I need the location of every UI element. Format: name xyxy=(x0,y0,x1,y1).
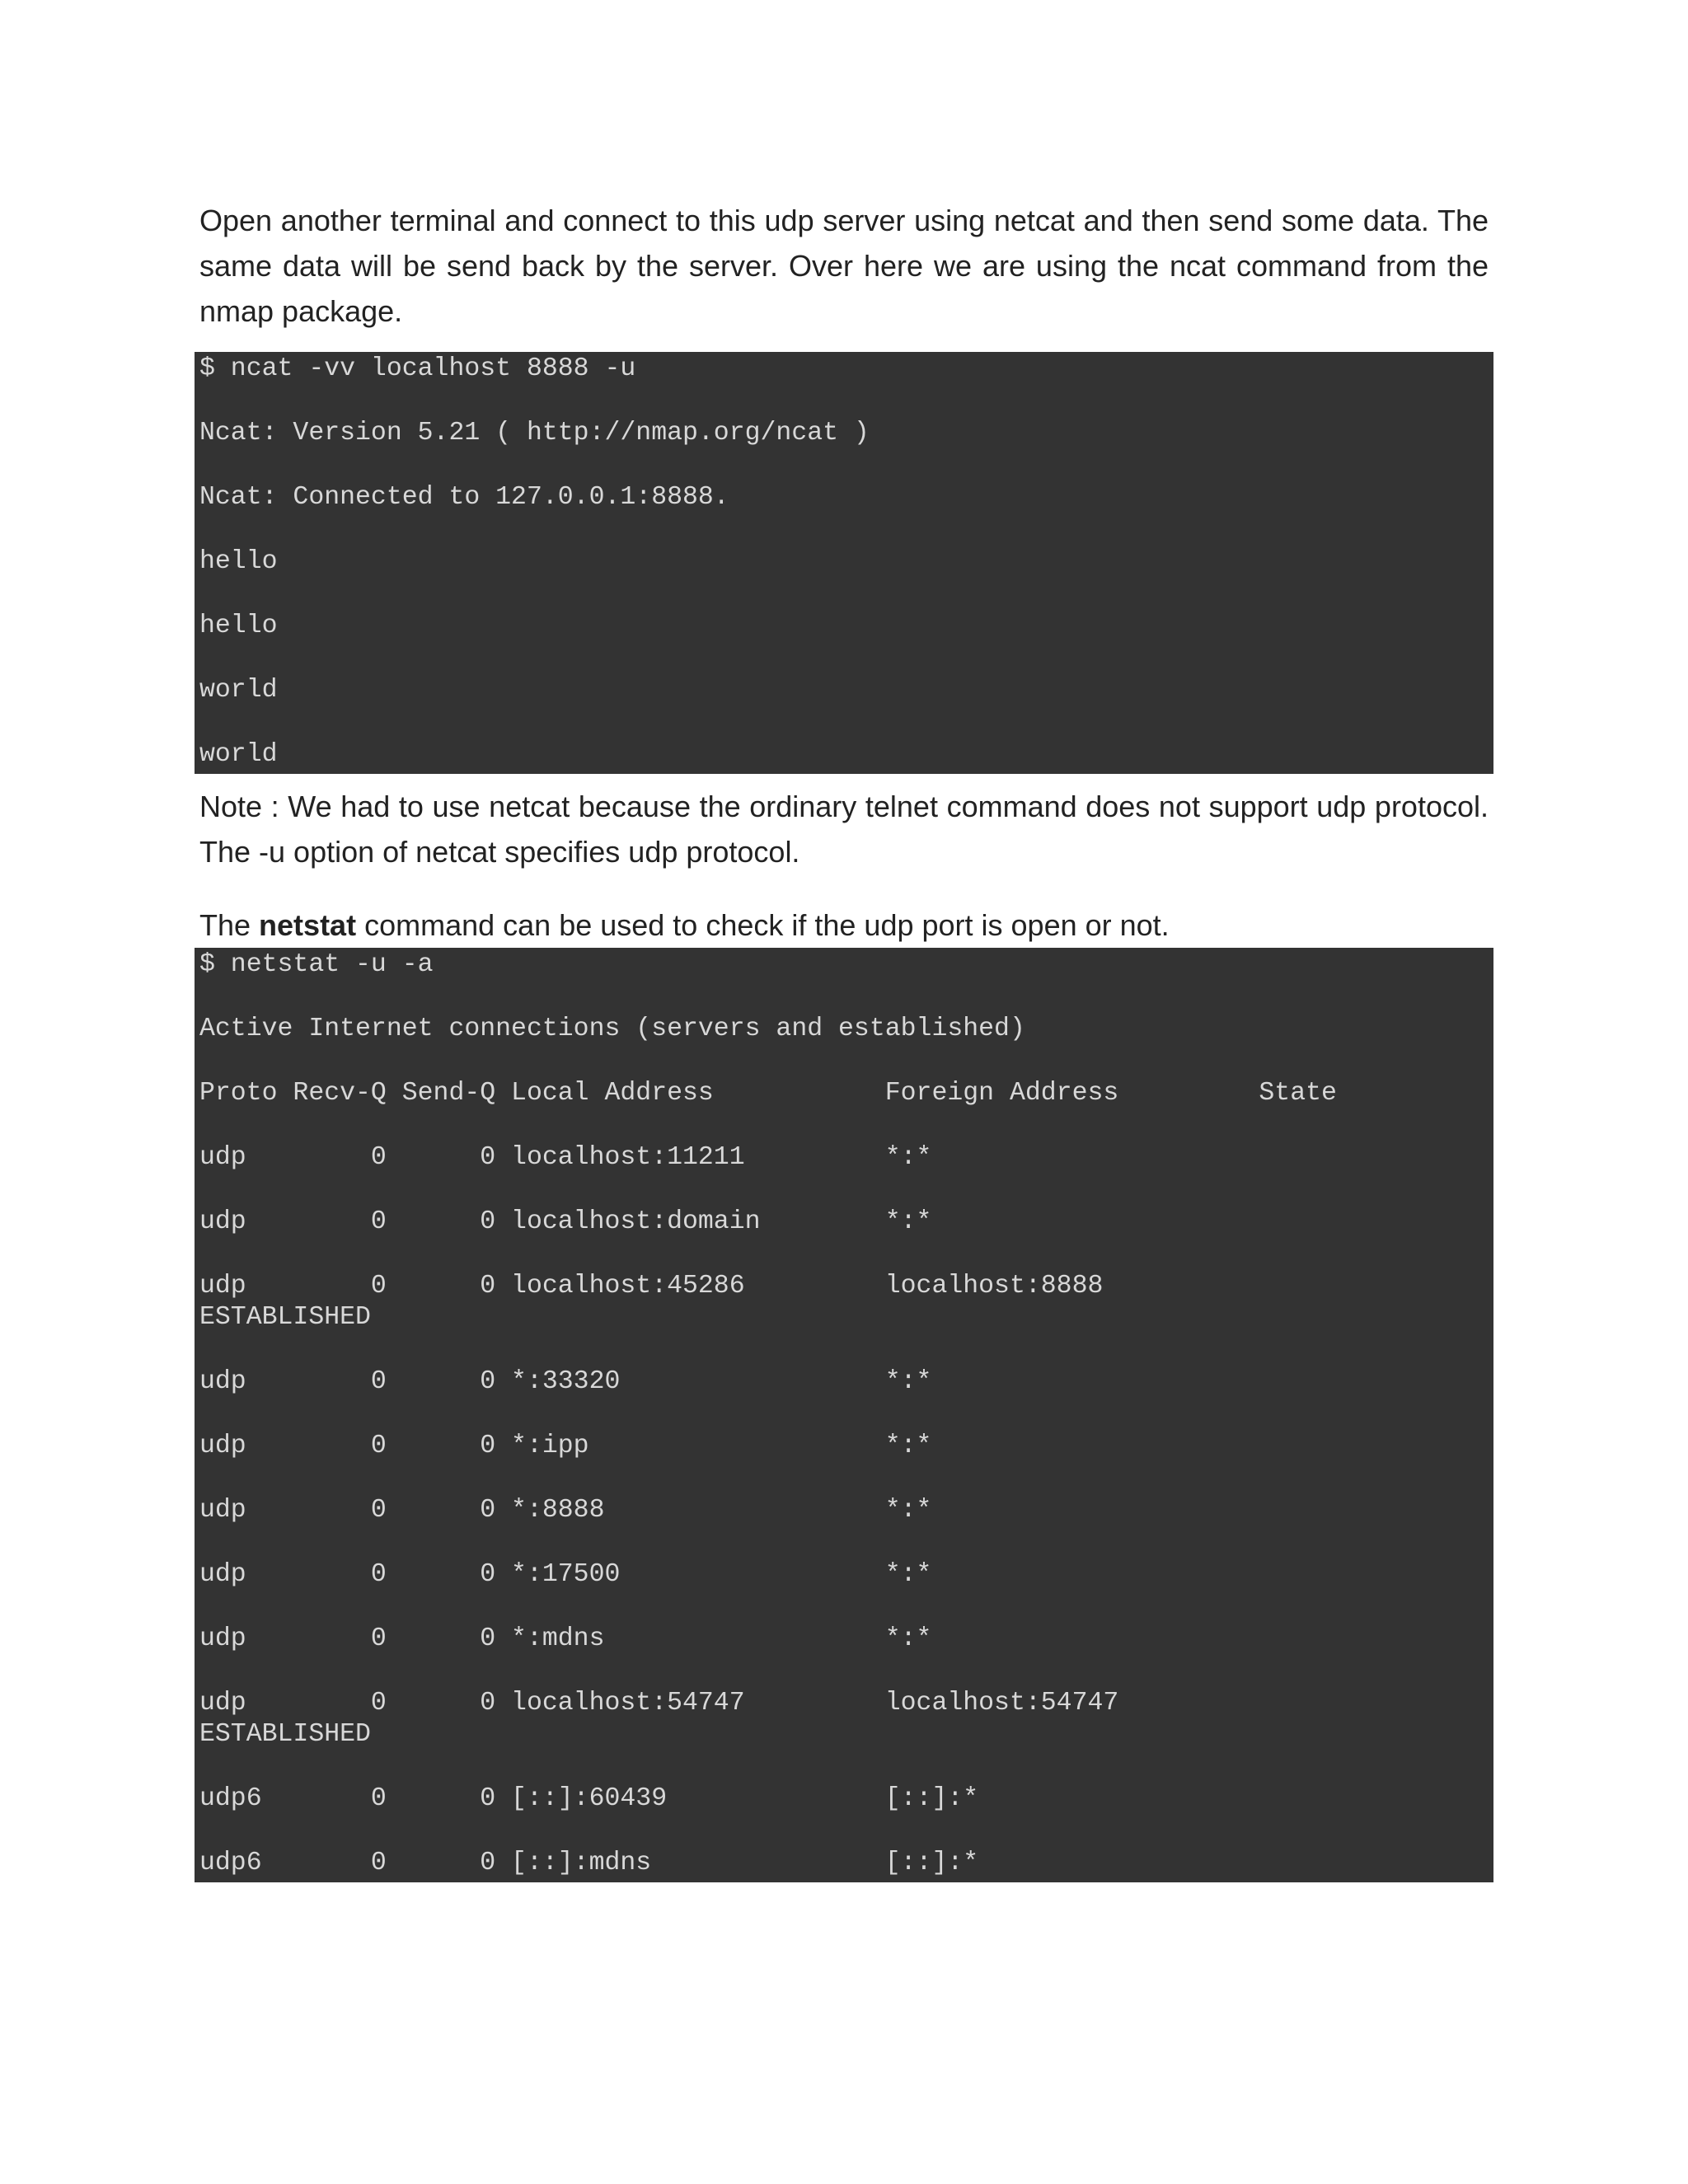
netstat-row: udp6 0 0 [::]:mdns [::]:* xyxy=(199,1849,979,1877)
netstat-bold-term: netstat xyxy=(259,908,357,942)
netstat-terminal-block xyxy=(195,948,1493,1882)
document-page xyxy=(195,198,1493,1882)
terminal-line: Ncat: Version 5.21 ( http://nmap.org/ncat ) xyxy=(199,419,870,448)
ncat-terminal-block xyxy=(195,352,1493,774)
terminal-line: hello xyxy=(199,612,278,640)
netstat-row: udp 0 0 *:mdns *:* xyxy=(199,1624,932,1653)
netstat-text-before: The xyxy=(199,908,260,942)
netstat-row: udp6 0 0 [::]:60439 [::]:* xyxy=(199,1784,979,1813)
terminal-line: Ncat: Connected to 127.0.0.1:8888. xyxy=(199,483,729,512)
terminal-line: world xyxy=(199,740,278,769)
netstat-row: udp 0 0 *:ipp *:* xyxy=(199,1432,932,1460)
intro-paragraph: Open another terminal and connect to this udp server using netcat and then send some data. The same data will be send back by the server. Over here we are using the ncat command from the nmap package. xyxy=(199,204,1489,328)
netstat-text-after: command can be used to check if the udp port is open or not. xyxy=(356,908,1170,942)
netstat-row-state: ESTABLISHED xyxy=(199,1720,371,1749)
netstat-paragraph xyxy=(195,902,1493,948)
terminal-line: $ ncat -vv localhost 8888 -u xyxy=(199,354,636,383)
netstat-row-state: ESTABLISHED xyxy=(199,1303,371,1332)
terminal-column-header: Proto Recv-Q Send-Q Local Address Foreign Address State xyxy=(199,1079,1337,1108)
netstat-rows xyxy=(199,1109,1489,1879)
terminal-line: world xyxy=(199,676,278,705)
netstat-row: udp 0 0 *:8888 *:* xyxy=(199,1496,932,1525)
note-paragraph: Note : We had to use netcat because the ordinary telnet command does not support udp protocol. The -u option of netcat specifies udp protocol. xyxy=(199,790,1489,869)
netstat-row: udp 0 0 localhost:54747 localhost:54747 xyxy=(199,1689,1119,1718)
terminal-line: hello xyxy=(199,547,278,576)
terminal-command: $ netstat -u -a xyxy=(199,950,434,979)
netstat-row: udp 0 0 localhost:45286 localhost:8888 xyxy=(199,1272,1104,1301)
netstat-row: udp 0 0 localhost:11211 *:* xyxy=(199,1143,932,1172)
netstat-row: udp 0 0 *:33320 *:* xyxy=(199,1367,932,1396)
terminal-heading: Active Internet connections (servers and established) xyxy=(199,1015,1025,1043)
netstat-row: udp 0 0 *:17500 *:* xyxy=(199,1560,932,1589)
netstat-row: udp 0 0 localhost:domain *:* xyxy=(199,1207,932,1236)
